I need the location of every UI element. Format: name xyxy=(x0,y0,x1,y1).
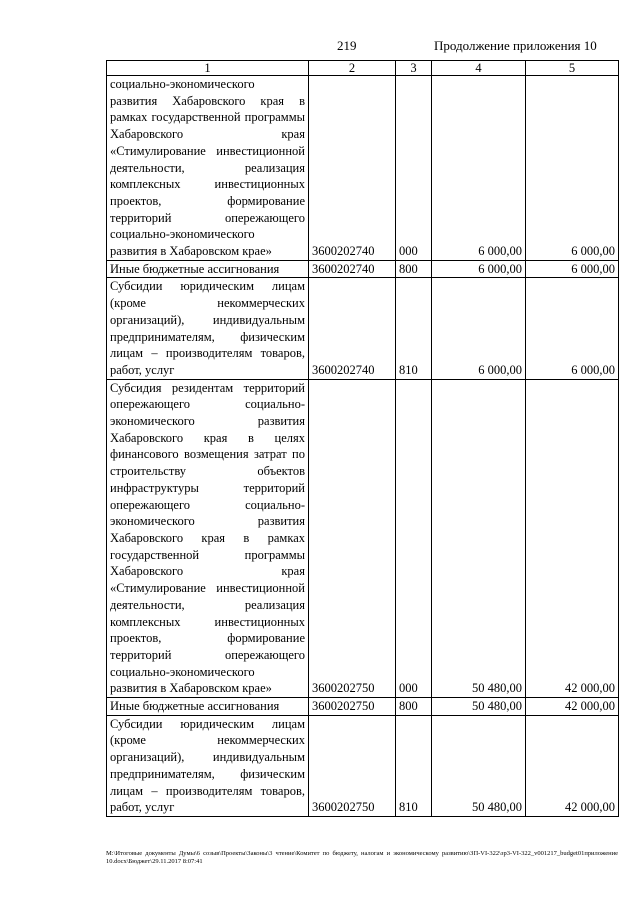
row-name: Субсидии юридическим лицам (кроме некоммерческих организаций), индивидуальным предпринимателям, физическим лицам – производителям товаров, работ, услуг xyxy=(107,715,309,816)
row-type: 810 xyxy=(396,715,432,816)
table-header-row xyxy=(107,61,619,76)
row-name: социально-экономического развития Хабаровского края в рамках государственной программы Хабаровского края «Стимулирование инвестиционной деятельности, реализация комплексных инвестиционных проектов, формирование территорий опережающего социально-экономического развития в Хабаровском крае» xyxy=(107,76,309,261)
continuation-title: Продолжение приложения 10 xyxy=(434,38,597,53)
table-row xyxy=(107,715,619,816)
row-value-1: 6 000,00 xyxy=(432,260,526,278)
table-row xyxy=(107,76,619,261)
row-name: Субсидии юридическим лицам (кроме некоммерческих организаций), индивидуальным предпринимателям, физическим лицам – производителям товаров, работ, услуг xyxy=(107,278,309,379)
row-value-2: 6 000,00 xyxy=(526,278,619,379)
row-type: 000 xyxy=(396,76,432,261)
column-header: 2 xyxy=(309,61,396,76)
row-value-1: 6 000,00 xyxy=(432,278,526,379)
column-header: 4 xyxy=(432,61,526,76)
table-row xyxy=(107,278,619,379)
row-code: 3600202740 xyxy=(309,76,396,261)
row-code: 3600202750 xyxy=(309,715,396,816)
budget-table xyxy=(106,60,619,817)
row-value-1: 50 480,00 xyxy=(432,379,526,697)
row-name: Субсидия резидентам территорий опережающего социально-экономического развития Хабаровского края в целях финансового возмещения затрат по строительству объектов инфраструктуры территорий опережающего социально-экономического развития Хабаровского края в рамках государственной программы Хабаровского края «Стимулирование инвестиционной деятельности, реализация комплексных инвестиционных проектов, формирование территорий опережающего социально-экономического развития в Хабаровском крае» xyxy=(107,379,309,697)
row-value-1: 50 480,00 xyxy=(432,698,526,716)
row-type: 810 xyxy=(396,278,432,379)
row-code: 3600202750 xyxy=(309,698,396,716)
row-value-2: 42 000,00 xyxy=(526,698,619,716)
column-header: 5 xyxy=(526,61,619,76)
column-header: 3 xyxy=(396,61,432,76)
table-row xyxy=(107,698,619,716)
row-type: 800 xyxy=(396,698,432,716)
page-number: 219 xyxy=(337,38,357,53)
row-value-1: 50 480,00 xyxy=(432,715,526,816)
row-code: 3600202740 xyxy=(309,260,396,278)
row-value-2: 42 000,00 xyxy=(526,379,619,697)
document-path-footer: М:\Итоговые документы Думы\6 созыв\Проекты\Законы\3 чтение\Комитет по бюджету, налогам и экономическому развитию\ЗП-VI-322\зр3-VI-322_v001217_budget01приложение 10.docx\Бюджет\29.11.2017 8:07:41 xyxy=(106,850,618,865)
row-code: 3600202740 xyxy=(309,278,396,379)
row-name: Иные бюджетные ассигнования xyxy=(107,698,309,716)
table-row xyxy=(107,260,619,278)
row-value-2: 6 000,00 xyxy=(526,76,619,261)
table-row xyxy=(107,379,619,697)
row-code: 3600202750 xyxy=(309,379,396,697)
row-value-1: 6 000,00 xyxy=(432,76,526,261)
column-header: 1 xyxy=(107,61,309,76)
row-type: 000 xyxy=(396,379,432,697)
row-value-2: 6 000,00 xyxy=(526,260,619,278)
row-name: Иные бюджетные ассигнования xyxy=(107,260,309,278)
row-type: 800 xyxy=(396,260,432,278)
row-value-2: 42 000,00 xyxy=(526,715,619,816)
